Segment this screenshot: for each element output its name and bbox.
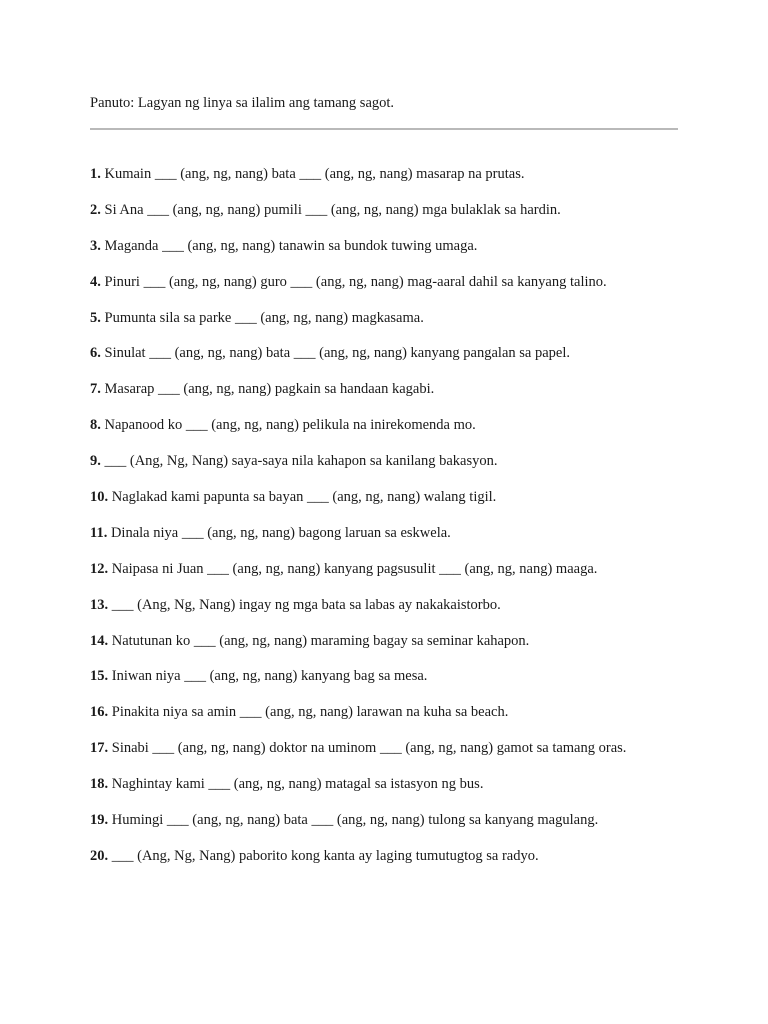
question-number: 10.: [90, 489, 109, 506]
question-text: Naipasa ni Juan ___ (ang, ng, nang) kanyang pagsusulit ___ (ang, ng, nang) maaga.: [111, 560, 598, 577]
question-item: [90, 774, 626, 810]
question-item: [90, 559, 626, 595]
question-text: Si Ana ___ (ang, ng, nang) pumili ___ (ang, ng, nang) mga bulaklak sa hardin.: [104, 201, 561, 218]
question-number: 5.: [90, 309, 101, 326]
question-number: 16.: [90, 704, 109, 721]
question-number: 4.: [90, 273, 101, 290]
question-number: 8.: [90, 417, 101, 434]
question-text: Kumain ___ (ang, ng, nang) bata ___ (ang, ng, nang) masarap na prutas.: [104, 166, 525, 182]
question-item: [90, 164, 626, 200]
question-text: Pinakita niya sa amin ___ (ang, ng, nang) larawan na kuha sa beach.: [111, 704, 509, 721]
question-number: 13.: [90, 596, 109, 613]
question-number: 3.: [90, 237, 101, 254]
question-text: Sinulat ___ (ang, ng, nang) bata ___ (ang, ng, nang) kanyang pangalan sa papel.: [104, 345, 570, 362]
question-item: [90, 810, 626, 846]
question-item: [90, 487, 626, 523]
question-item: [90, 200, 626, 236]
question-text: Natutunan ko ___ (ang, ng, nang) maraming bagay sa seminar kahapon.: [111, 632, 530, 649]
question-item: [90, 846, 626, 882]
divider-line: [90, 128, 678, 130]
question-text: Maganda ___ (ang, ng, nang) tanawin sa bundok tuwing umaga.: [104, 237, 478, 254]
question-number: 1.: [90, 166, 101, 182]
question-text: Iniwan niya ___ (ang, ng, nang) kanyang bag sa mesa.: [111, 668, 428, 685]
question-number: 2.: [90, 201, 101, 218]
question-text: Pinuri ___ (ang, ng, nang) guro ___ (ang, ng, nang) mag-aaral dahil sa kanyang talino.: [104, 273, 607, 290]
question-text: Dinala niya ___ (ang, ng, nang) bagong laruan sa eskwela.: [110, 524, 451, 541]
question-item: [90, 451, 626, 487]
question-text: ___ (Ang, Ng, Nang) ingay ng mga bata sa labas ay nakakaistorbo.: [111, 596, 501, 613]
question-number: 18.: [90, 776, 109, 793]
question-text: ___ (Ang, Ng, Nang) saya-saya nila kahapon sa kanilang bakasyon.: [104, 453, 498, 470]
question-item: [90, 308, 626, 344]
question-number: 7.: [90, 381, 101, 398]
question-item: [90, 595, 626, 631]
question-text: Naglakad kami papunta sa bayan ___ (ang, ng, nang) walang tigil.: [111, 489, 497, 506]
question-number: 19.: [90, 812, 109, 829]
instructions-text: Panuto: Lagyan ng linya sa ilalim ang tamang sagot.: [90, 95, 395, 111]
question-item: [90, 236, 626, 272]
question-item: [90, 523, 626, 559]
question-number: 9.: [90, 453, 101, 470]
question-text: Humingi ___ (ang, ng, nang) bata ___ (ang, ng, nang) tulong sa kanyang magulang.: [111, 812, 599, 829]
question-text: ___ (Ang, Ng, Nang) paborito kong kanta ay laging tumutugtog sa radyo.: [111, 847, 539, 864]
question-number: 14.: [90, 632, 109, 649]
question-number: 12.: [90, 560, 109, 577]
question-text: Sinabi ___ (ang, ng, nang) doktor na uminom ___ (ang, ng, nang) gamot sa tamang oras.: [111, 740, 627, 757]
question-number: 17.: [90, 740, 109, 757]
question-item: [90, 738, 626, 774]
question-text: Napanood ko ___ (ang, ng, nang) pelikula na inirekomenda mo.: [104, 417, 476, 434]
question-number: 6.: [90, 345, 101, 362]
question-item: [90, 666, 626, 702]
question-number: 11.: [90, 524, 108, 541]
question-item: [90, 702, 626, 738]
question-text: Masarap ___ (ang, ng, nang) pagkain sa handaan kagabi.: [104, 381, 435, 398]
question-list: [90, 164, 626, 882]
question-number: 15.: [90, 668, 109, 685]
question-text: Naghintay kami ___ (ang, ng, nang) matagal sa istasyon ng bus.: [111, 776, 484, 793]
question-item: [90, 415, 626, 451]
question-text: Pumunta sila sa parke ___ (ang, ng, nang) magkasama.: [104, 309, 424, 326]
question-item: [90, 272, 626, 308]
question-item: [90, 631, 626, 667]
question-item: [90, 379, 626, 415]
question-item: [90, 343, 626, 379]
question-number: 20.: [90, 847, 109, 864]
